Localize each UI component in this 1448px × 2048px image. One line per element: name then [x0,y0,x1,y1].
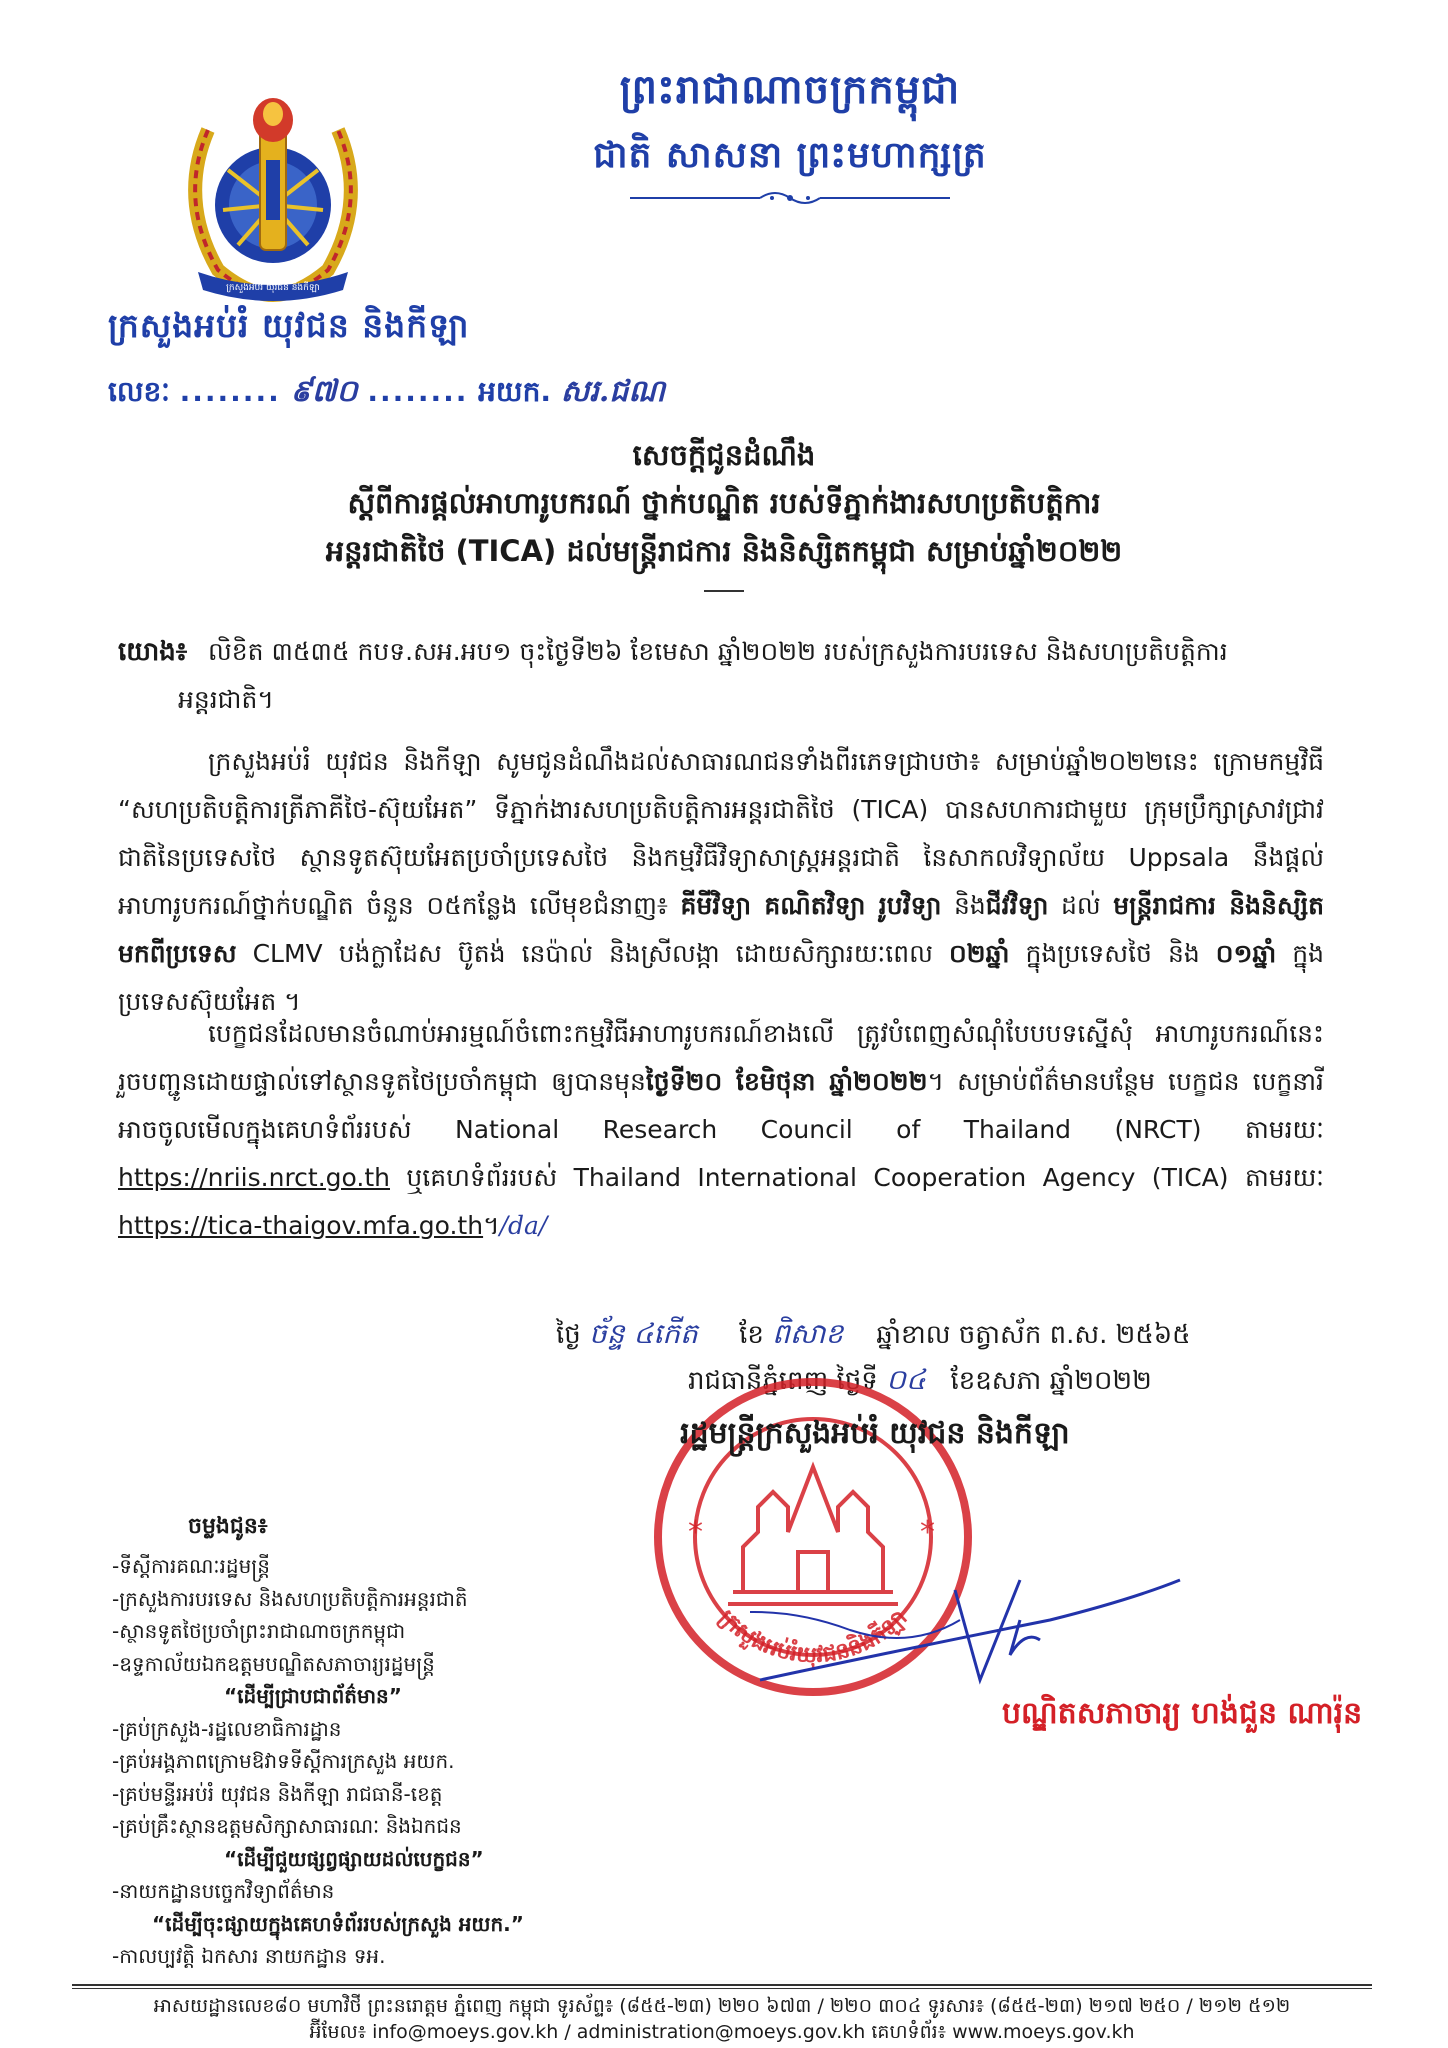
lunar-year: ឆ្នាំខាល ចត្វាស័ក ព.ស. ២៥៦៥ [876,1320,1191,1350]
cc-note: “ដើម្បីជ្រាបជាព័ត៌មាន” [224,1684,402,1708]
reference-suffix-handwritten: សរ.ជណ [560,374,665,409]
month-label: ខែ [739,1320,764,1350]
cc-item: -គ្រប់គ្រឹះស្ថានឧត្តមសិក្សាសាធារណៈ និងឯកជន [112,1814,462,1838]
notice-subject-line-1: ស្តីពីការផ្តល់អាហារូបករណ៍ ថ្នាក់បណ្ឌិត របស់ទីភ្នាក់ងារសហប្រតិបត្តិការ [347,486,1101,520]
paragraph-bold: គីមីវិទ្យា គណិតវិទ្យា រូបវិទ្យា [680,891,942,920]
paragraph-text: CLMV បង់ក្លាដែស ប៊ូតង់ នេប៉ាល់ និងស្រីលង្កា ដោយសិក្សារយៈពេល [236,939,949,968]
day-number-handwritten: ០៤ [886,1363,926,1396]
motto-heading: ជាតិ សាសនា ព្រះមហាក្សត្រ [593,135,987,176]
svg-text:*: * [688,1515,703,1550]
cc-item: -គ្រប់ក្រសួង-រដ្ឋលេខាធិការដ្ឋាន [112,1716,342,1741]
month-year: ខែឧសភា ឆ្នាំ២០២២ [950,1366,1152,1396]
paragraph-application [118,1010,1324,1250]
title-divider [704,590,744,592]
paragraph-text: និង [941,891,986,920]
cc-note: “ដើម្បីជួយផ្សព្វផ្សាយដល់បេក្ខជន” [224,1846,484,1871]
cc-item: -នាយកដ្ឋានបច្ចេកវិទ្យាព័ត៌មាន [112,1879,335,1903]
footer-divider-thin [72,1988,1372,1989]
footer-contact: អ៊ីមែល៖ info@moeys.gov.kh / administration@moeys.gov.kh គេហទំព័រ៖ www.moeys.gov.kh [309,2021,1135,2043]
reference-dots: ........ [179,375,281,408]
paragraph-bold: មន្ត្រីរាជការ និងនិស្សិតមកពីប្រទេស [118,891,1325,968]
cc-item: -ឧទ្ទកាល័យឯកឧត្តមបណ្ឌិតសភាចារ្យរដ្ឋមន្ត្រី [112,1651,435,1676]
paragraph-text: ក្រសួងអប់រំ យុវជន និងកីឡា សូមជូនដំណឹងដល់សាធារណជនទាំងពីរភេទជ្រាបថា៖ សម្រាប់ឆ្នាំ២០២២នេះ ក្រោមកម្មវិធី “សហប្រតិបត្តិការត្រីភាគីថៃ-ស៊ុយអែត” ទីភ្នាក់ងារសហប្រតិបត្តិការអន្តរជាតិថៃ (TICA) បានសហការជាមួយ ក្រុមប្រឹក្សាស្រាវជ្រាវជាតិនៃប្រទេសថៃ ស្ថានទូតស៊ុយអែតប្រចាំប្រទេសថៃ និងកម្មវិធីវិទ្យាសាស្ត្រអន្តរជាតិ នៃសាកលវិទ្យាល័យ Uppsala នឹងផ្តល់អាហារូបករណ៍ថ្នាក់បណ្ឌិត ចំនួន ០៥កន្លែង លើមុខជំនាញ៖ [118,747,1324,920]
lunar-date [556,1316,1191,1357]
paragraph-bold: ជីវវិទ្យា [985,891,1049,920]
notice-title: សេចក្តីជូនដំណឹង [632,438,816,472]
svg-text:*: * [920,1515,935,1550]
paragraph-text: ឬគេហទំព័ររបស់ Thailand International Cooperation Agency (TICA) តាមរយៈ [390,1163,1324,1192]
reference-suffix-label: អយក. [478,375,551,408]
reference-note-label: យោង៖ [118,637,188,667]
tica-link[interactable]: https://tica-thaigov.mfa.go.th [118,1211,484,1240]
cc-item: -ស្ថានទូតថៃប្រចាំព្រះរាជាណាចក្រកម្ពុជា [112,1619,406,1643]
ministry-emblem [168,90,378,310]
reference-number-handwritten: ៩៧០ [290,374,358,409]
day-handwritten: ច័ន្ទ ៤កើត [589,1317,698,1350]
svg-text:ក្រសួងអប់រំយុវជននិងកីឡា: ក្រសួងអប់រំយុវជននិងកីឡា [713,1605,913,1669]
month-handwritten: ពិសាខ [772,1317,844,1350]
cc-item: -កាលប្បវត្តិ ឯកសារ នាយកដ្ឋាន ទអ. [112,1944,386,1968]
cc-item: -ទីស្តីការគណៈរដ្ឋមន្ត្រី [112,1554,270,1578]
svg-text:ក្រសួងអប់រំ យុវជន និងកីឡា: ក្រសួងអប់រំ យុវជន និងកីឡា [226,283,320,293]
reference-note-text-continued: អន្តរជាតិ។ [178,685,274,714]
paragraph-text: ក្នុងប្រទេសថៃ និង [1009,939,1216,968]
cc-item: -គ្រប់មន្ទីរអប់រំ យុវជន និងកីឡា រាជធានី-ខេត្ត [112,1781,443,1806]
reference-note-text: លិខិត ៣៥៣៥ កបទ.សអ.អប១ ចុះថ្ងៃទី២៦ ខែមេសា ឆ្នាំ២០២២ របស់ក្រសួងការបរទេស និងសហប្រតិបត្តិការ [208,637,1228,666]
paragraph-text: ក្នុងប្រទេសស៊ុយអែត ។ [118,939,1324,1016]
deadline-bold: ថ្ងៃទី២០ ខែមិថុនា ឆ្នាំ២០២២ [645,1067,928,1096]
cc-note: “ដើម្បីចុះផ្សាយក្នុងគេហទំព័ររបស់ក្រសួង អយក.” [152,1911,524,1936]
footer-divider [72,1984,1372,1986]
paragraph-announcement [118,738,1324,1026]
ministry-name: ក្រសួងអប់រំ យុវជន និងកីឡា [108,306,470,345]
nrct-link[interactable]: https://nriis.nrct.go.th [118,1163,390,1192]
reference-number [108,372,665,416]
paragraph-bold: ០២ឆ្នាំ [948,939,1010,968]
cc-heading: ចម្លងជូន៖ [188,1514,268,1539]
cc-item: -ក្រសួងការបរទេស និងសហប្រតិបត្តិការអន្តរជាតិ [112,1586,468,1611]
reference-dots: ........ [367,375,469,408]
paragraph-text: ។ [483,1211,500,1240]
notice-subject-line-2: អន្តរជាតិថៃ (TICA) ដល់មន្ត្រីរាជការ និងនិស្សិតកម្ពុជា សម្រាប់ឆ្នាំ២០២២ [325,534,1123,568]
day-label: ថ្ងៃ [556,1320,581,1350]
handwritten-initial: /da/ [499,1211,548,1240]
paragraph-text: បេក្ខជនដែលមានចំណាប់អារម្មណ៍ចំពោះកម្មវិធីអាហារូបករណ៍ខាងលើ ត្រូវបំពេញសំណុំបែបបទស្នើសុំ អាហារូបករណ៍នេះ រួចបញ្ជូនដោយផ្ទាល់ទៅស្ថានទូតថៃប្រចាំកម្ពុជា ឲ្យបានមុន [118,1019,1324,1096]
place-date-label: រាជធានីភ្នំពេញ ថ្ងៃទី [688,1366,878,1396]
footer-address: អាសយដ្ឋានលេខ៨០ មហាវិថី ព្រះនរោត្តម ភ្នំពេញ កម្ពុជា ទូរស័ព្ទ៖ (៨៥៥-២៣) ២២០ ៦៧៣ / ២២០ ៣០៤ ទូរសារ៖ (៨៥៥-២៣) ២១៧ ២៥០ / ២១២ ៥១២ [153,1995,1291,2017]
signer-title: រដ្ឋមន្ត្រីក្រសួងអប់រំ យុវជន និងកីឡា [680,1416,1070,1451]
cc-item: -គ្រប់អង្គភាពក្រោមឱវាទទីស្តីការក្រសួង អយក. [112,1749,455,1773]
kingdom-heading: ព្រះរាជាណាចក្រកម្ពុជា [619,67,961,113]
reference-label: លេខៈ [108,375,170,408]
signer-name: បណ្ឌិតសភាចារ្យ ហង់ជួន ណារ៉ុន [1002,1696,1363,1731]
paragraph-text: ដល់ [1048,891,1114,920]
paragraph-bold: ០១ឆ្នាំ [1215,939,1277,968]
cc-list [112,1550,632,1973]
ornament-divider [620,186,960,210]
paragraph-text: ។ សម្រាប់ព័ត៌មានបន្ថែម បេក្ខជន បេក្ខនារី អាចចូលមើលក្នុងគេហទំព័ររបស់ National Research Council of Thailand (NRCT) តាមរយៈ [118,1067,1324,1144]
